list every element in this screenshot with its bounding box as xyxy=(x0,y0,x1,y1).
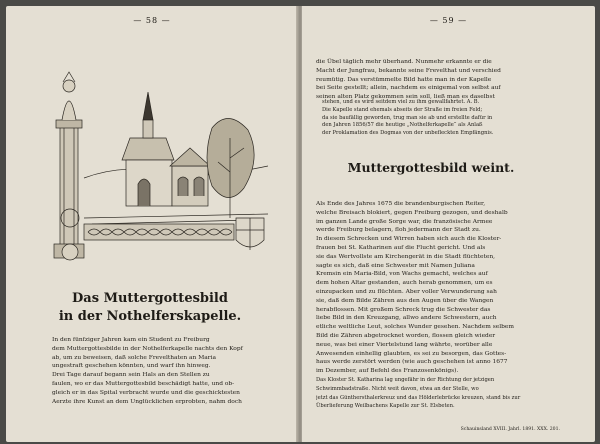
text-line: reumütig. Das verstümmelte Bild hatte man in der Kapelle xyxy=(316,76,492,83)
text-line: Aerzte ihre Kunst an dem Unglücklichen erprobten, nahm doch xyxy=(52,398,242,405)
text-line: welche Breisach blokiert, gegen Freiburg gezogen, und deshalb xyxy=(316,209,508,216)
text-line: einzupacken und zu flüchten. Aber voller Verwunderung sah xyxy=(316,288,497,295)
text-line: sie das Wertvollste am Kirchengerät in die Stadt flüchteten, xyxy=(316,253,496,260)
right-title: Muttergottesbild weint. xyxy=(347,160,515,175)
text-line: Schwimmbadstraße. Nicht weit davon, etwa an der Stelle, wo xyxy=(316,385,479,392)
left-title-line-2: in der Nothelferskapelle. xyxy=(58,309,242,324)
text-line: Anwesenden einhellig glaubten, es sei zu besorgen, das Gottes- xyxy=(316,350,507,357)
text-line: ab, um zu beweisen, daß solche Frevelthaten an Maria xyxy=(52,354,216,361)
text-line: seinen alten Platz gekommen sein soll, ließ man es daselbst xyxy=(316,94,495,101)
text-line: dem hohen Altar gestanden, auch herab genommen, um es xyxy=(316,280,493,287)
text-line: In diesem Schrecken und Wirren haben sich auch die Kloster- xyxy=(316,236,502,243)
text-line: Das Kloster St. Katharina lag ungefähr in der Richtung der jetzigen xyxy=(316,376,495,383)
right-page-number: — 59 — xyxy=(429,16,468,25)
text-line: Bild die Zähren abgetrocknet worden, flossen gleich wieder xyxy=(316,332,496,339)
left-page-number: — 58 — xyxy=(133,16,171,25)
text-line: die Übel täglich mehr überhand. Nunmehr erkannte er die xyxy=(316,59,492,65)
text-line: etliche weltliche Leut, solches Wunder gesehen. Nachdem selbem xyxy=(316,324,514,331)
text-line: bei Seite gestellt; allein, nachdem es einigemal von selbst auf xyxy=(316,85,501,92)
text-line: faulen, wo er das Muttergottesbild beschädigt hatte, und ob- xyxy=(52,380,235,387)
note-line: da sie baufällig geworden, trug man sie ab und erstellte dafür in xyxy=(322,114,493,121)
text-line: Macht der Jungfrau, bekannte seine Frevelthat und verschied xyxy=(316,67,501,74)
right-body-text-top xyxy=(316,58,548,102)
note-line: der Proklamation des Dogmas von der unbefleckten Empfängnis. xyxy=(322,130,494,137)
right-footnote xyxy=(322,99,544,138)
left-title-line-1: Das Muttergottesbild xyxy=(72,291,228,306)
text-line: liebe Bild in den Kreuzgang, allwo andere Schwestern, auch xyxy=(316,315,497,322)
text-line: Kremsin ein Maria-Bild, von Wachs gemacht, welches auf xyxy=(316,271,488,278)
text-line: dem Muttergottesbilde in der Nothelferkapelle nachts den Kopf xyxy=(52,345,243,352)
left-body-text xyxy=(52,336,266,406)
right-footer-reference: Schauinsland XVIII. Jahrl. 1891. XXX. 201. xyxy=(460,427,560,432)
text-line: Überlieferung Weilbachens Kapelle zur St. Elsbeten. xyxy=(316,403,455,410)
chapel-engraving-illustration xyxy=(52,68,268,264)
text-line: sagte es sich, daß eine Schwester mit Namen Juliana xyxy=(316,262,475,269)
text-line: In den fünfziger Jahren kam ein Student zu Freiburg xyxy=(52,337,210,343)
text-line: ungestraft geschehen könnten, und warf ihn hinweg. xyxy=(52,363,211,370)
text-line: herabflossen. Mit großem Schreck trug die Schwester das xyxy=(316,306,491,313)
text-line: Als Ende des Jahres 1675 die brandenburgischen Reiter, xyxy=(316,201,486,207)
right-body-text-main xyxy=(316,200,548,411)
text-line: Drei Tage darauf begann sein Hals an den Stellen zu xyxy=(52,372,210,379)
text-line: im ganzen Lande große Sorge war, die französische Armee xyxy=(316,218,493,225)
note-line: den Jahren 1856/57 die heutige „Nothelferkapelle“ als Anlaß xyxy=(322,122,483,129)
text-line: sie, daß dem Bilde Zähren aus den Augen über die Wangen xyxy=(316,297,494,304)
text-line: neue, was bei einer Viertelstund lang währte, worüber alle xyxy=(316,341,493,348)
text-line: gleich er in das Spital verbracht wurde und die geschicktesten xyxy=(52,389,240,396)
text-line: werde Freiburg belagern, floh jedermann der Stadt zu. xyxy=(316,227,481,234)
text-line: frauen bei St. Katharinen auf die Flucht gericht. Und als xyxy=(316,244,486,251)
note-line: stehen, und es wird seitdem viel zu ihm gewallfahrtet. A. B. xyxy=(322,99,480,105)
text-line: im Dezember, auf Befehl des Franzosenkönigs). xyxy=(316,368,459,375)
text-line: haus werde zerstört werden (wie auch geschehen ist anno 1677 xyxy=(316,359,508,366)
note-line: Die Kapelle stand ehemals abseits der Straße im freien Feld; xyxy=(322,106,483,113)
text-line: jetzt das Günthersthalerkreuz und das Hölderlebrücke kreuzen, stand bis zur xyxy=(316,394,521,401)
